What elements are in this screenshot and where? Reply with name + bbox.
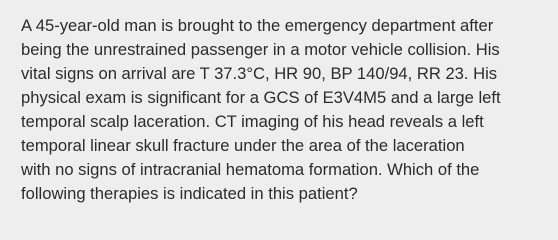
question-text: A 45-year-old man is brought to the emergency department after being the unrestrained passenger in a motor vehicle collision. His vital signs on arrival are T 37.3°C, HR 90, BP 140/94, RR 23. His physical exam is significant for a GCS of E3V4M5 and a large left temporal scalp laceration. CT imaging of his head reveals a left temporal linear skull fracture under the area of the laceration with no signs of intracranial hematoma formation. Which of the following therapies is indicated in this patient? <box>21 16 501 203</box>
